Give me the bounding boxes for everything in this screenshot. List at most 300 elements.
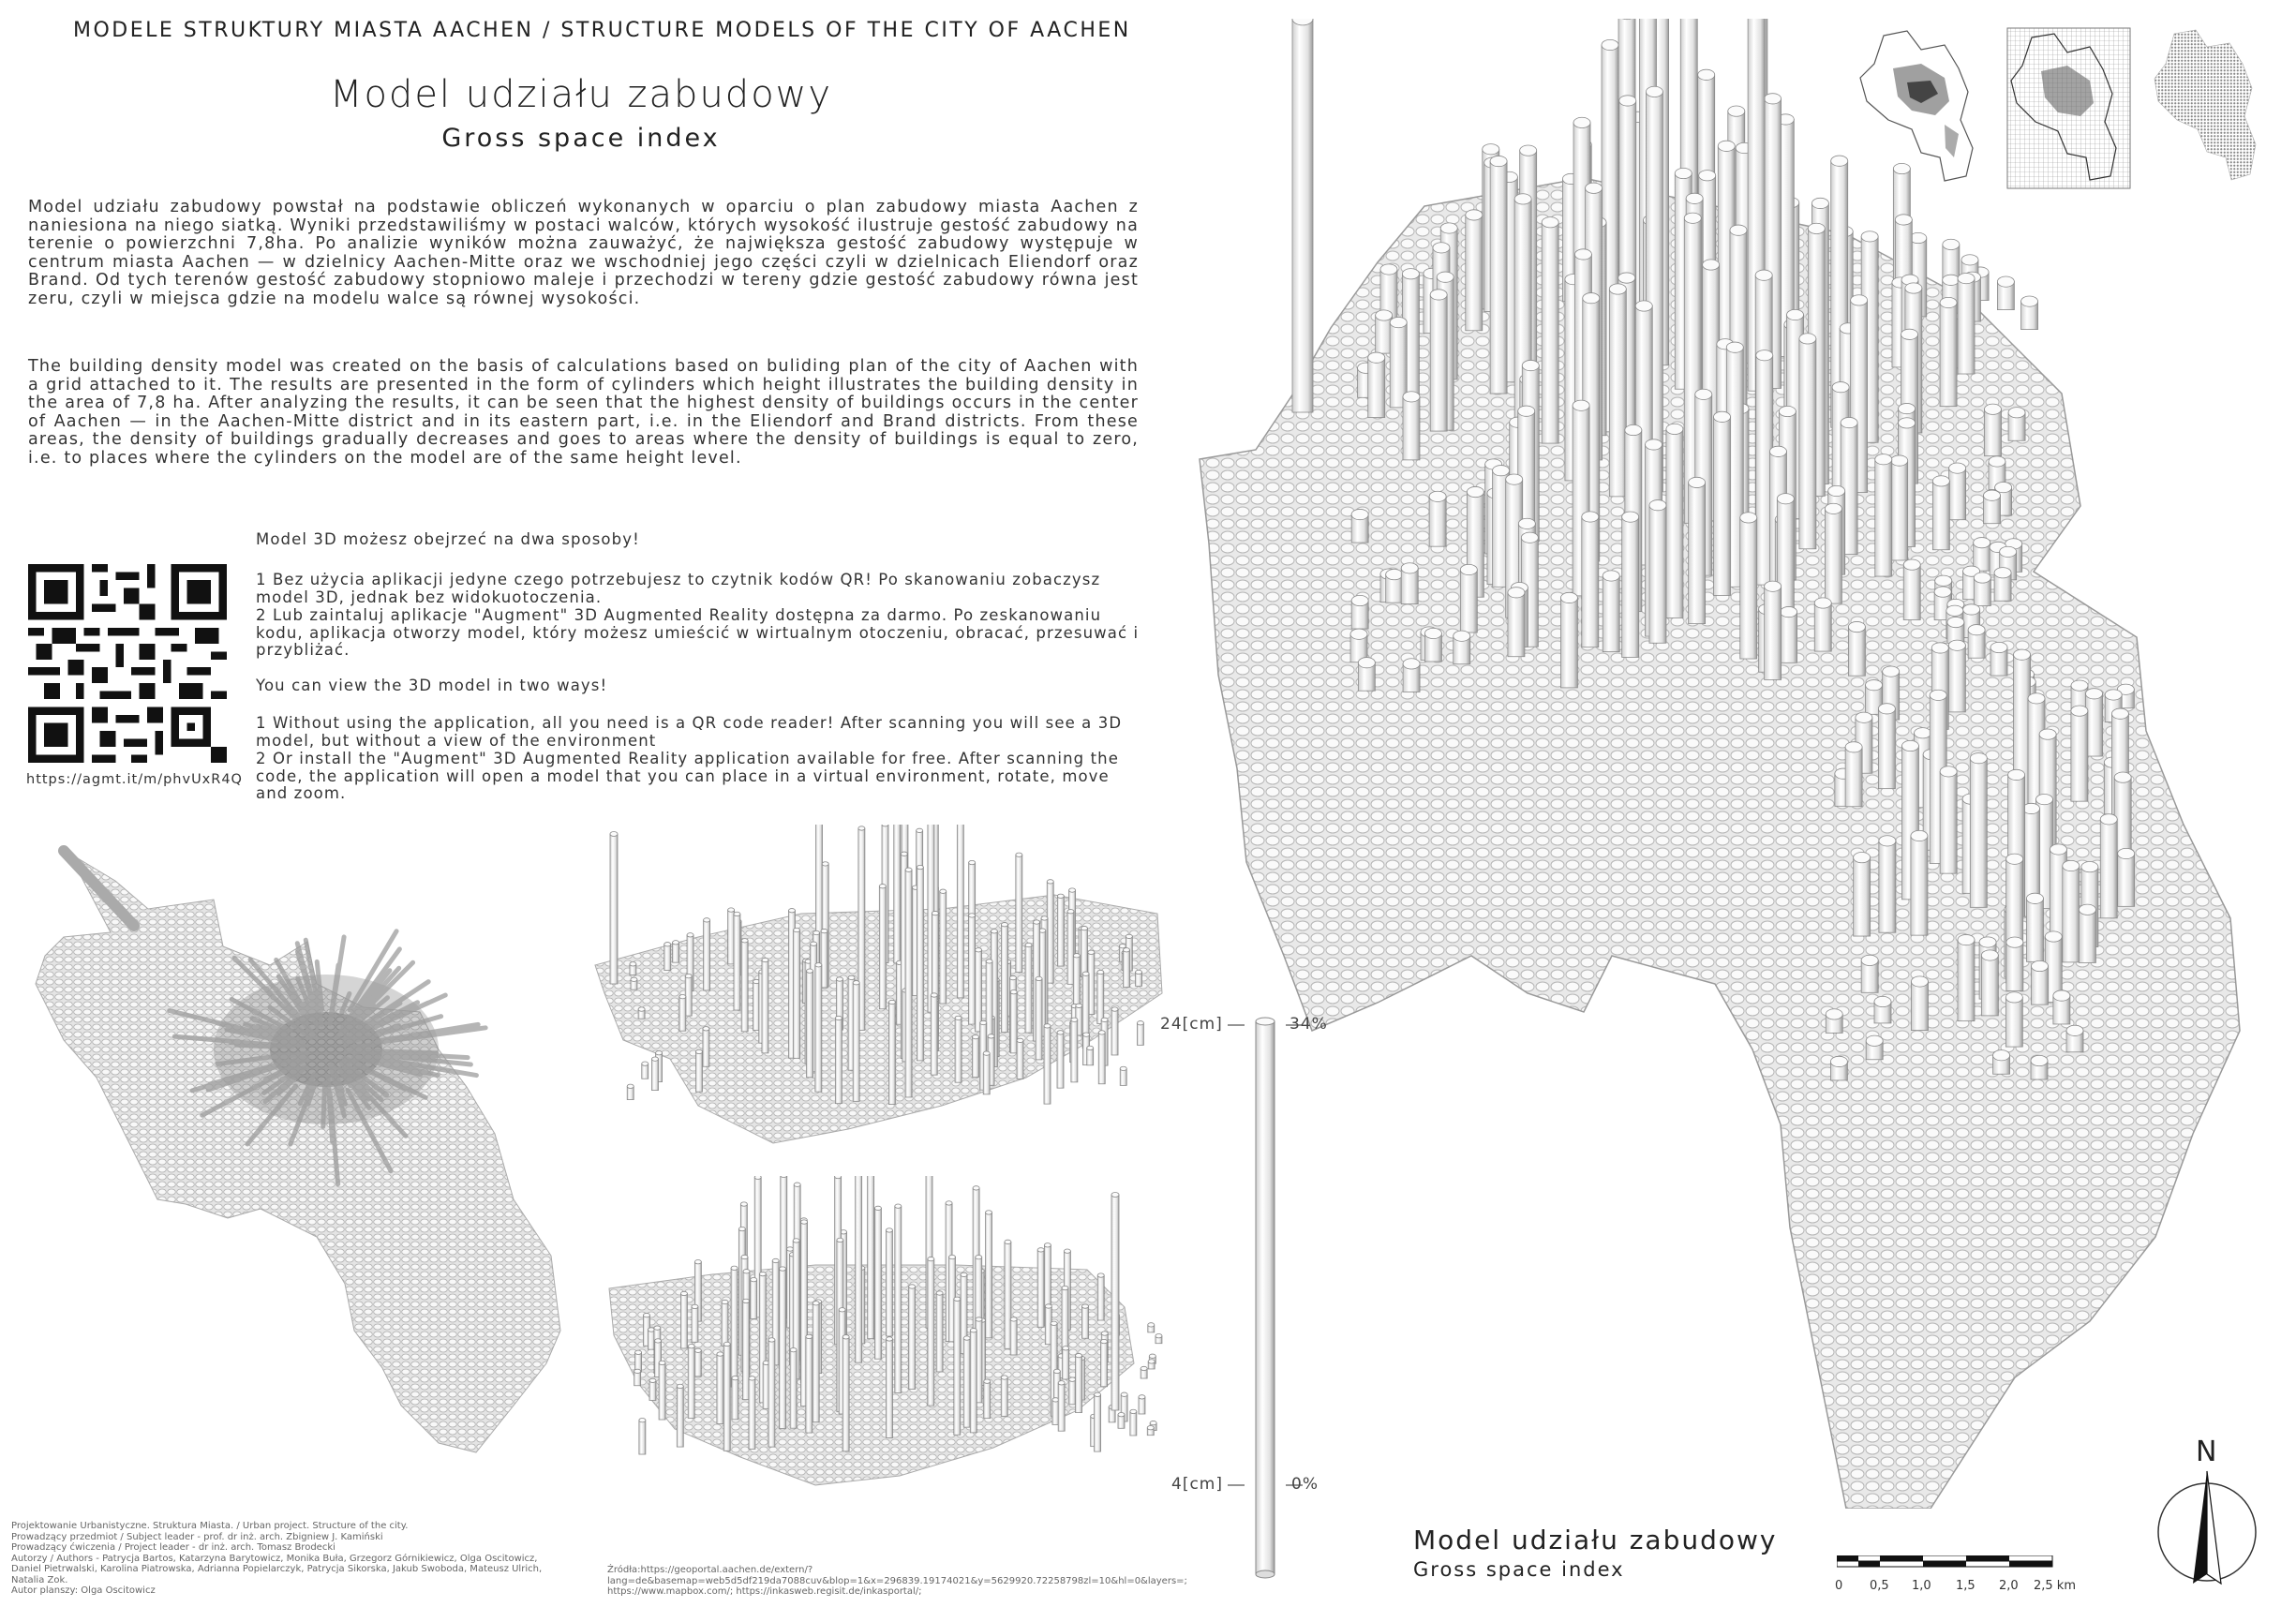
- credit-line: Autor planszy: Olga Oscitowicz: [11, 1585, 156, 1596]
- persp-cylinder: [688, 1347, 694, 1419]
- density-cylinder-top: [1831, 156, 1848, 166]
- density-cylinder-top: [2006, 937, 2023, 947]
- persp-cylinder: [957, 825, 963, 998]
- persp-cylinder-top: [988, 1034, 994, 1038]
- density-cylinder: [1940, 303, 1957, 407]
- density-cylinder-top: [1424, 628, 1441, 638]
- persp-cylinder-top: [980, 1020, 987, 1024]
- persp-cylinder: [1139, 1397, 1145, 1414]
- persp-cylinder-top: [751, 1277, 757, 1281]
- persp-cylinder-top: [685, 974, 692, 977]
- persp-cylinder-top: [1069, 888, 1076, 892]
- persp-cylinder: [815, 965, 822, 1092]
- density-cylinder-top: [1963, 604, 1980, 615]
- persp-cylinder-top: [976, 1255, 982, 1258]
- density-cylinder-top: [2008, 769, 2025, 780]
- persp-cylinder-top: [639, 1418, 646, 1421]
- density-cylinder-top: [1765, 94, 1782, 104]
- persp-cylinder: [1101, 1342, 1108, 1387]
- persp-cylinder-top: [1120, 1066, 1126, 1070]
- density-cylinder: [1891, 461, 1908, 560]
- persp-cylinder-top: [986, 960, 992, 963]
- density-cylinder-top: [1646, 86, 1662, 97]
- persp-cylinder: [1036, 978, 1042, 1059]
- persp-cylinder: [1016, 855, 1022, 972]
- persp-cylinder-top: [642, 1062, 649, 1065]
- persp-cylinder: [874, 1208, 881, 1359]
- persp-cylinder: [751, 1280, 757, 1319]
- persp-cylinder-top: [1044, 1243, 1051, 1247]
- persp-cylinder-top: [821, 929, 827, 932]
- persp-cylinder-top: [969, 860, 976, 864]
- density-cylinder-top: [2035, 794, 2052, 804]
- persp-cylinder-top: [1087, 1046, 1094, 1049]
- persp-cylinder-top: [1126, 934, 1132, 938]
- persp-cylinder: [743, 1301, 750, 1399]
- persp-cylinder-top: [787, 1247, 794, 1251]
- persp-cylinder-top: [688, 1345, 694, 1348]
- persp-cylinder-top: [1124, 948, 1130, 952]
- density-cylinder: [2006, 943, 2023, 991]
- density-cylinder-top: [1675, 168, 1692, 178]
- density-cylinder-top: [1573, 400, 1589, 410]
- persp-cylinder: [1095, 1394, 1101, 1451]
- persp-cylinder-top: [654, 1326, 661, 1330]
- series-title: MODELE STRUKTURY MIASTA AACHEN / STRUCTURE MODELS OF THE CITY OF AACHEN: [73, 19, 1131, 42]
- persp-cylinder-top: [1010, 990, 1017, 994]
- persp-cylinder-top: [948, 1255, 955, 1258]
- density-cylinder-top: [2071, 680, 2088, 691]
- persp-cylinder: [973, 1037, 979, 1078]
- perspective-view-bottom: [600, 1176, 1176, 1504]
- persp-cylinder-top: [1098, 1031, 1105, 1034]
- persp-cylinder-top: [722, 1300, 728, 1303]
- density-cylinder-top: [2050, 844, 2066, 855]
- density-cylinder: [1879, 841, 1896, 932]
- density-cylinder-top: [1351, 595, 1368, 605]
- density-cylinder-top: [1958, 934, 1975, 945]
- persp-cylinder: [856, 1176, 862, 1362]
- persp-cylinder-top: [879, 885, 886, 888]
- density-cylinder-top: [1582, 512, 1599, 522]
- density-cylinder-top: [1508, 588, 1525, 598]
- persp-cylinder-top: [887, 1337, 893, 1341]
- persp-cylinder: [842, 1337, 849, 1451]
- density-cylinder: [1878, 708, 1895, 788]
- persp-cylinder-top: [1034, 920, 1040, 924]
- persp-cylinder: [1010, 992, 1017, 1053]
- persp-cylinder: [780, 1269, 786, 1428]
- density-cylinder-top: [1403, 659, 1420, 669]
- persp-cylinder-top: [659, 1361, 665, 1364]
- persp-cylinder-top: [635, 1350, 642, 1354]
- density-cylinder-top: [1874, 996, 1891, 1006]
- density-cylinder-top: [1984, 490, 2001, 500]
- density-cylinder: [1490, 161, 1507, 394]
- persp-cylinder-top: [822, 862, 828, 866]
- density-cylinder-top: [2053, 990, 2070, 1001]
- persp-cylinder-top: [1017, 1038, 1023, 1042]
- persp-cylinder: [983, 1053, 990, 1094]
- persp-cylinder-top: [835, 1176, 842, 1179]
- density-cylinder-top: [1518, 406, 1535, 416]
- density-cylinder-top: [1777, 494, 1794, 504]
- density-cylinder-top: [1899, 403, 1916, 413]
- persp-cylinder-top: [1016, 853, 1022, 856]
- persp-cylinder-top: [806, 1334, 813, 1338]
- persp-cylinder-top: [651, 1057, 658, 1061]
- density-cylinder-top: [2032, 960, 2049, 971]
- plan-spike: [352, 1045, 372, 1047]
- persp-cylinder-top: [917, 865, 923, 869]
- persp-cylinder-top: [772, 1258, 779, 1262]
- density-cylinder-top: [1915, 728, 1931, 738]
- persp-cylinder: [806, 1336, 813, 1433]
- density-cylinder-top: [1351, 509, 1368, 519]
- persp-cylinder-top: [853, 981, 859, 985]
- persp-cylinder: [976, 950, 982, 1032]
- persp-cylinder-top: [743, 1270, 750, 1273]
- persp-cylinder-top: [656, 1051, 663, 1055]
- density-cylinder-top: [1970, 753, 1987, 764]
- persp-cylinder-top: [1149, 1354, 1155, 1358]
- density-cylinder-top: [1787, 309, 1804, 320]
- persp-cylinder: [905, 870, 912, 1097]
- persp-cylinder-top: [848, 975, 855, 979]
- persp-cylinder: [1063, 1348, 1069, 1379]
- density-cylinder: [2079, 910, 2095, 963]
- density-cylinder: [1981, 955, 1998, 1015]
- persp-cylinder: [807, 971, 813, 1078]
- density-cylinder-top: [1403, 392, 1420, 402]
- persp-cylinder-top: [983, 1051, 990, 1055]
- density-cylinder-top: [2000, 546, 2017, 557]
- density-cylinder-top: [1943, 275, 1960, 285]
- persp-cylinder: [722, 1302, 728, 1347]
- scale-label-0-5: 0,5: [1870, 1579, 1889, 1593]
- density-cylinder-top: [1666, 424, 1683, 434]
- persp-cylinder-top: [917, 828, 923, 832]
- persp-cylinder-top: [882, 825, 888, 826]
- persp-cylinder: [970, 1331, 977, 1433]
- density-cylinder: [1854, 857, 1871, 936]
- density-cylinder-top: [1686, 193, 1703, 203]
- persp-tall-cylinder-top: [1111, 1193, 1119, 1198]
- persp-cylinder-top: [1155, 1334, 1162, 1338]
- persp-cylinder-top: [1036, 976, 1042, 980]
- persp-cylinder: [649, 1380, 656, 1400]
- density-cylinder-top: [2071, 706, 2088, 716]
- persp-cylinder: [1130, 1411, 1137, 1436]
- persp-cylinder: [1058, 1383, 1065, 1431]
- persp-cylinder: [936, 1293, 943, 1372]
- persp-cylinder: [749, 1378, 755, 1450]
- persp-cylinder: [1097, 1275, 1104, 1320]
- persp-cylinder: [673, 943, 679, 962]
- persp-cylinder: [1017, 1040, 1023, 1079]
- persp-cylinder: [734, 914, 740, 1010]
- density-cylinder-top: [1799, 334, 1816, 344]
- density-cylinder-top: [1483, 144, 1499, 155]
- density-cylinder: [1460, 570, 1477, 632]
- density-cylinder-top: [1851, 295, 1868, 305]
- density-cylinder-top: [2111, 708, 2128, 719]
- density-cylinder-top: [1755, 270, 1772, 280]
- density-cylinder-top: [1866, 680, 1883, 691]
- perspective-view-top: [586, 825, 1181, 1176]
- persp-cylinder-top: [692, 1304, 698, 1308]
- density-cylinder-top: [1376, 310, 1393, 320]
- legend-bottom-pct: 0%: [1291, 1475, 1319, 1494]
- persp-cylinder-top: [738, 1227, 745, 1230]
- density-cylinder: [1825, 509, 1841, 603]
- persp-cylinder-top: [984, 1379, 991, 1383]
- density-cylinder: [1848, 627, 1865, 676]
- persp-cylinder-top: [1051, 1321, 1057, 1325]
- density-cylinder: [1948, 646, 1965, 712]
- persp-cylinder: [894, 825, 901, 963]
- density-cylinder-top: [1848, 621, 1865, 632]
- persp-cylinder-top: [728, 908, 735, 912]
- persp-cylinder-top: [743, 1299, 750, 1302]
- persp-tall-cylinder: [1111, 1195, 1119, 1410]
- density-cylinder-top: [1949, 463, 1966, 473]
- persp-cylinder-top: [680, 1291, 687, 1295]
- density-cylinder: [1689, 483, 1706, 624]
- persp-cylinder: [909, 1287, 916, 1390]
- persp-cylinder: [955, 1018, 962, 1082]
- instructions-pl-intro: Model 3D możesz obejrzeć na dwa sposoby!: [256, 530, 640, 548]
- plan-spike: [323, 1083, 325, 1127]
- density-cylinder: [1649, 505, 1666, 643]
- density-cylinder: [1740, 517, 1757, 659]
- density-cylinder-top: [1542, 217, 1558, 228]
- persp-cylinder: [794, 930, 800, 1059]
- persp-cylinder-top: [976, 948, 982, 952]
- density-cylinder-top: [1875, 454, 1892, 465]
- persp-cylinder: [917, 868, 923, 1061]
- persp-cylinder: [886, 1230, 892, 1336]
- density-cylinder-top: [2021, 296, 2038, 306]
- persp-cylinder-top: [932, 911, 938, 915]
- persp-cylinder: [768, 1340, 775, 1447]
- density-cylinder-top: [1781, 606, 1797, 617]
- density-cylinder-top: [2023, 803, 2040, 813]
- persp-cylinder-top: [842, 1335, 849, 1339]
- density-cylinder-top: [1878, 704, 1895, 714]
- density-cylinder-top: [1769, 446, 1786, 456]
- persp-cylinder: [695, 1051, 702, 1092]
- density-cylinder-top: [1948, 640, 1965, 650]
- density-cylinder-top: [1989, 456, 2005, 467]
- persp-cylinder-top: [759, 1272, 766, 1275]
- persp-cylinder: [895, 1206, 902, 1392]
- persp-cylinder: [732, 1378, 738, 1420]
- persp-tall-cylinder-top: [610, 832, 618, 837]
- persp-cylinder-top: [649, 1378, 656, 1382]
- persp-cylinder-top: [801, 1220, 808, 1224]
- credit-line: Daniel Pietrwalski, Karolina Piatrowska, Adrianna Popielarczyk, Patrycja Sikorska, Jakub Swoboda, Mateusz Ulrich,: [11, 1564, 543, 1574]
- density-cylinder-top: [2114, 772, 2131, 782]
- persp-cylinder: [1010, 1319, 1017, 1355]
- persp-cylinder: [762, 960, 768, 1052]
- density-cylinder-top: [1390, 317, 1407, 327]
- persp-cylinder: [928, 1259, 934, 1406]
- persp-cylinder: [1001, 1377, 1007, 1416]
- persp-cylinder: [887, 1339, 893, 1438]
- persp-cylinder-top: [1058, 1381, 1065, 1385]
- density-cylinder-top: [1460, 564, 1477, 574]
- persp-cylinder: [1067, 912, 1074, 985]
- density-cylinder-top: [1401, 563, 1418, 573]
- density-cylinder: [1466, 215, 1483, 330]
- persp-cylinder: [741, 941, 748, 1032]
- persp-cylinder-top: [1136, 970, 1142, 974]
- density-cylinder-top: [1997, 276, 2014, 287]
- persp-cylinder: [717, 1354, 723, 1423]
- density-cylinder-top: [1625, 424, 1642, 435]
- density-cylinder-top: [1560, 592, 1577, 603]
- instructions-pl-1: 1 Bez użycia aplikacji jedyne czego potrzebujesz to czytnik kodów QR! Po skanowaniu zobaczysz model 3D, jednak bez widokuotoczenia.: [256, 571, 1101, 606]
- density-cylinder-top: [1368, 352, 1385, 363]
- model-caption-subtitle: Gross space index: [1413, 1558, 1625, 1581]
- persp-cylinder-top: [1118, 1412, 1125, 1416]
- persp-cylinder-top: [1081, 926, 1087, 930]
- density-cylinder: [1845, 747, 1862, 806]
- persp-cylinder-top: [1010, 1317, 1017, 1321]
- density-cylinder-top: [1684, 213, 1701, 223]
- density-cylinder-top: [1895, 215, 1912, 225]
- persp-cylinder-top: [687, 933, 693, 937]
- qr-code[interactable]: [28, 564, 227, 763]
- density-cylinder: [1666, 429, 1683, 618]
- density-cylinder-top: [1573, 117, 1590, 127]
- persp-cylinder-top: [858, 826, 865, 830]
- density-cylinder-top: [1635, 301, 1652, 311]
- density-cylinder: [1368, 358, 1385, 418]
- persp-cylinder: [651, 1059, 658, 1090]
- persp-cylinder-top: [790, 1347, 797, 1351]
- density-cylinder-top: [1961, 255, 1978, 265]
- density-cylinder-top: [1454, 631, 1470, 641]
- persp-cylinder-top: [741, 939, 748, 943]
- persp-cylinder-top: [905, 868, 912, 871]
- instructions-en-2: 2 Or install the "Augment" 3D Augmented Reality application available for free. After scanning the code, the application will open a model that you can place in a virtual environment, rotate, move and zoom.: [256, 750, 1119, 802]
- persp-cylinder-top: [732, 1376, 738, 1379]
- persp-cylinder-top: [1001, 1376, 1007, 1379]
- density-cylinder-top: [1861, 231, 1878, 242]
- density-cylinder-top: [1811, 198, 1828, 208]
- density-cylinder: [2005, 997, 2022, 1047]
- persp-cylinder-top: [909, 1285, 916, 1288]
- persp-cylinder: [1069, 1379, 1076, 1405]
- north-label: N: [2196, 1436, 2217, 1468]
- density-cylinder-top: [1429, 491, 1446, 501]
- persp-cylinder: [1097, 973, 1104, 1024]
- persp-cylinder: [692, 1306, 698, 1342]
- persp-cylinder-top: [837, 1238, 843, 1242]
- density-cylinder-top: [1940, 766, 1957, 777]
- persp-cylinder-top: [1073, 954, 1080, 958]
- persp-cylinder-top: [836, 977, 842, 981]
- density-cylinder-top: [1990, 642, 2007, 652]
- density-cylinder-top: [1520, 145, 1537, 156]
- density-cylinder-top: [1899, 418, 1916, 428]
- persp-cylinder-top: [1148, 1323, 1155, 1327]
- density-cylinder-top: [1493, 466, 1510, 476]
- persp-cylinder: [703, 1029, 709, 1066]
- persp-cylinder-top: [1071, 1018, 1078, 1021]
- persp-cylinder-top: [741, 1255, 748, 1258]
- persp-cylinder: [1111, 1009, 1118, 1055]
- scale-label-1-0: 1,0: [1912, 1579, 1931, 1593]
- density-cylinder-top: [1984, 404, 2001, 414]
- density-cylinder-top: [1506, 474, 1523, 484]
- density-cylinder-top: [1619, 96, 1636, 106]
- density-cylinder-top: [1826, 1009, 1842, 1019]
- persp-cylinder-top: [1141, 1366, 1147, 1370]
- density-cylinder: [1958, 278, 1975, 374]
- density-cylinder-top: [1756, 350, 1773, 361]
- density-cylinder-top: [1728, 106, 1745, 116]
- persp-cylinder-top: [1063, 1347, 1069, 1350]
- persp-cylinder-top: [1081, 1304, 1088, 1308]
- persp-cylinder-top: [835, 1016, 842, 1019]
- density-cylinder: [1582, 516, 1599, 647]
- persp-cylinder: [659, 1362, 665, 1420]
- persp-cylinder: [679, 997, 686, 1032]
- scale-bar: [1837, 1555, 2062, 1576]
- density-cylinder-top: [1386, 570, 1403, 580]
- persp-cylinder: [1037, 1250, 1044, 1327]
- persp-cylinder-top: [901, 852, 907, 856]
- density-cylinder-top: [2006, 854, 2023, 864]
- density-cylinder-top: [1350, 629, 1367, 639]
- persp-cylinder: [1137, 1023, 1143, 1046]
- persp-cylinder-top: [1111, 1007, 1118, 1011]
- qr-url[interactable]: https://agmt.it/m/phvUxR4Q: [26, 772, 243, 787]
- density-cylinder-top: [2031, 1055, 2048, 1065]
- persp-cylinder-top: [813, 1302, 819, 1305]
- density-cylinder-top: [1765, 581, 1782, 591]
- persp-cylinder-top: [794, 1183, 800, 1186]
- persp-cylinder-top: [740, 1202, 747, 1206]
- density-cylinder-top: [1380, 264, 1397, 275]
- density-cylinder-top: [1695, 389, 1712, 399]
- persp-cylinder-top: [839, 1308, 845, 1312]
- persp-cylinder-top: [811, 942, 817, 945]
- persp-cylinder: [1076, 1356, 1082, 1413]
- persp-cylinder-top: [895, 1204, 902, 1208]
- density-cylinder-top: [1740, 513, 1757, 523]
- persp-cylinder-top: [754, 1176, 761, 1179]
- density-cylinder-top: [2028, 693, 2045, 704]
- density-cylinder: [1911, 836, 1928, 935]
- density-cylinder-top: [2063, 860, 2080, 870]
- persp-cylinder: [1057, 896, 1064, 966]
- density-cylinder-top: [1430, 290, 1447, 300]
- persp-cylinder: [694, 1350, 701, 1376]
- persp-cylinder-top: [734, 912, 740, 915]
- density-cylinder: [1542, 222, 1558, 443]
- density-cylinder-top: [1993, 1050, 2010, 1061]
- density-cylinder: [1609, 290, 1626, 497]
- persp-cylinder: [1044, 1026, 1051, 1104]
- persp-cylinder-top: [749, 1376, 755, 1380]
- density-cylinder-top: [1649, 500, 1666, 511]
- density-cylinder-top: [1514, 194, 1531, 204]
- persp-cylinder: [1120, 1068, 1126, 1085]
